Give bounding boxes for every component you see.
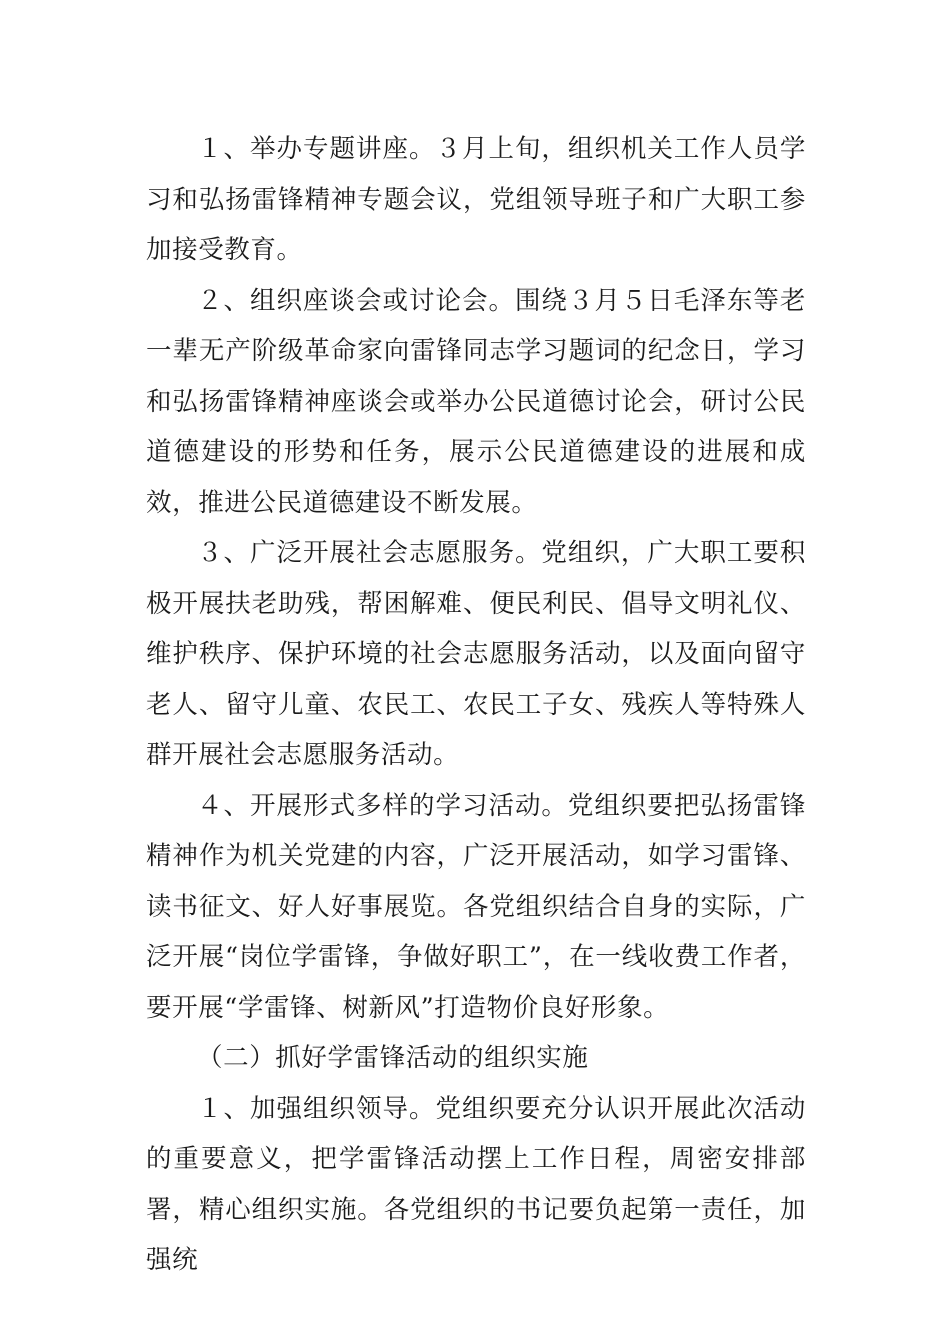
- paragraph-organization-leadership: １、加强组织领导。党组织要充分认识开展此次活动的重要意义，把学雷锋活动摆上工作日程，周密安排部署，精心组织实施。各党组织的书记要负起第一责任，加强统: [146, 1093, 806, 1275]
- paragraph-symposium: ２、组织座谈会或讨论会。围绕３月５日毛泽东等老一辈无产阶级革命家向雷锋同志学习题词的纪念日，学习和弘扬雷锋精神座谈会或举办公民道德讨论会，研讨公民道德建设的形势和任务，展示公民道德建设的进展和成效，推进公民道德建设不断发展。: [146, 285, 806, 518]
- paragraph-volunteer-service: ３、广泛开展社会志愿服务。党组织，广大职工要积极开展扶老助残，帮困解难、便民利民、倡导文明礼仪、维护秩序、保护环境的社会志愿服务活动，以及面向留守老人、留守儿童、农民工、农民工子女、残疾人等特殊人群开展社会志愿服务活动。: [146, 538, 806, 770]
- section-heading: （二）抓好学雷锋活动的组织实施: [197, 1043, 589, 1073]
- document-body: [146, 124, 806, 1286]
- paragraph-lecture: １、举办专题讲座。３月上旬，组织机关工作人员学习和弘扬雷锋精神专题会议，党组领导班子和广大职工参加接受教育。: [146, 134, 806, 265]
- paragraph-learning-activities: ４、开展形式多样的学习活动。党组织要把弘扬雷锋精神作为机关党建的内容，广泛开展活动，如学习雷锋、读书征文、好人好事展览。各党组织结合自身的实际，广泛开展“岗位学雷锋，争做好职工”，在一线收费工作者，要开展“学雷锋、树新风”打造物价良好形象。: [146, 790, 806, 1023]
